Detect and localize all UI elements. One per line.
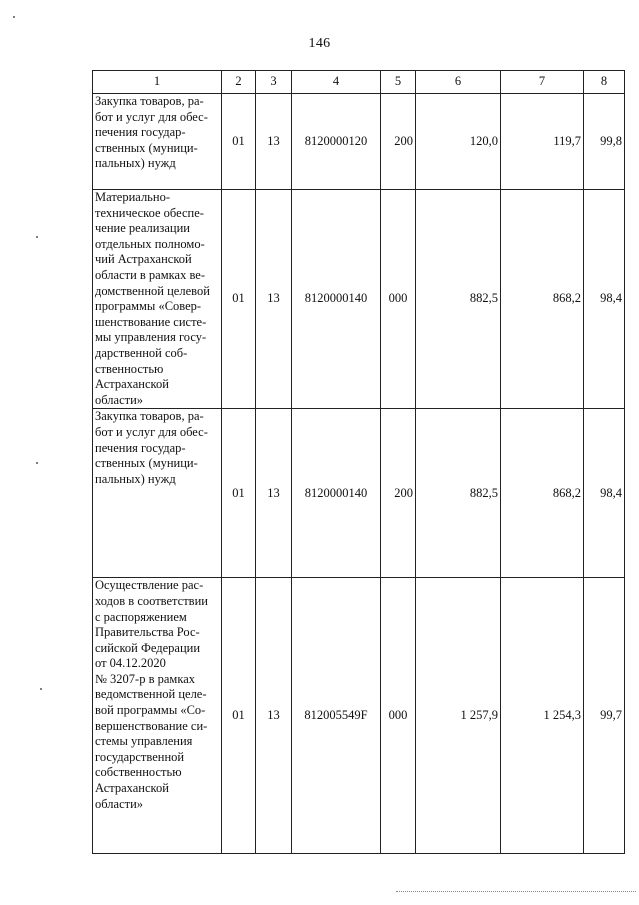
column-header-4: 4 [292, 71, 381, 94]
budget-table [92, 70, 625, 854]
column-header-2: 2 [222, 71, 256, 94]
cell-target-code: 8120000140 [292, 190, 381, 409]
cell-section: 01 [222, 578, 256, 854]
cell-executed: 868,2 [501, 190, 584, 409]
scan-speck [36, 236, 38, 238]
scan-speck [40, 688, 42, 690]
cell-target-code: 8120000140 [292, 409, 381, 578]
cell-section: 01 [222, 94, 256, 190]
column-header-1: 1 [93, 71, 222, 94]
table-row [93, 578, 625, 854]
table-row [93, 190, 625, 409]
cell-section: 01 [222, 190, 256, 409]
table-row [93, 94, 625, 190]
cell-planned: 120,0 [416, 94, 501, 190]
cell-section: 01 [222, 409, 256, 578]
page-number: 146 [308, 36, 331, 51]
row-description: Материально- техническое обеспе- чение реализации отдельных полномо- чий Астраханской области в рамках ве- домственной целевой программы «Совер- шенствование систе- мы управления госу- дарственной соб- ственностью Астраханской области» [93, 190, 222, 409]
cell-subsection: 13 [256, 578, 292, 854]
cell-executed: 1 254,3 [501, 578, 584, 854]
cell-planned: 1 257,9 [416, 578, 501, 854]
cell-planned: 882,5 [416, 190, 501, 409]
cell-target-code: 812005549F [292, 578, 381, 854]
column-header-5: 5 [381, 71, 416, 94]
cell-target-code: 8120000120 [292, 94, 381, 190]
cell-percent: 98,4 [584, 190, 625, 409]
cell-expense-type: 000 [381, 578, 416, 854]
column-header-8: 8 [584, 71, 625, 94]
cell-percent: 98,4 [584, 409, 625, 578]
cell-subsection: 13 [256, 94, 292, 190]
column-header-3: 3 [256, 71, 292, 94]
row-description: Осуществление рас- ходов в соответствии с распоряжением Правительства Рос- сийской Федерации от 04.12.2020 № 3207-р в рамках ведомственной целе- вой программы «Со- вершенствование си- стемы управления государственной собственностью Астраханской области» [93, 578, 222, 854]
column-header-7: 7 [501, 71, 584, 94]
cell-expense-type: 200 [381, 94, 416, 190]
cell-expense-type: 200 [381, 409, 416, 578]
row-description: Закупка товаров, ра- бот и услуг для обес- печения государ- ственных (муници- пальных) нужд [93, 94, 222, 190]
cell-expense-type: 000 [381, 190, 416, 409]
scan-speck [13, 16, 15, 18]
table-row [93, 409, 625, 578]
cell-subsection: 13 [256, 409, 292, 578]
footer-rule [396, 891, 636, 892]
scan-speck [36, 462, 38, 464]
row-description: Закупка товаров, ра- бот и услуг для обес- печения государ- ственных (муници- пальных) нужд [93, 409, 222, 578]
cell-executed: 119,7 [501, 94, 584, 190]
cell-executed: 868,2 [501, 409, 584, 578]
column-header-6: 6 [416, 71, 501, 94]
header-row [93, 71, 625, 94]
cell-planned: 882,5 [416, 409, 501, 578]
cell-percent: 99,7 [584, 578, 625, 854]
cell-subsection: 13 [256, 190, 292, 409]
cell-percent: 99,8 [584, 94, 625, 190]
